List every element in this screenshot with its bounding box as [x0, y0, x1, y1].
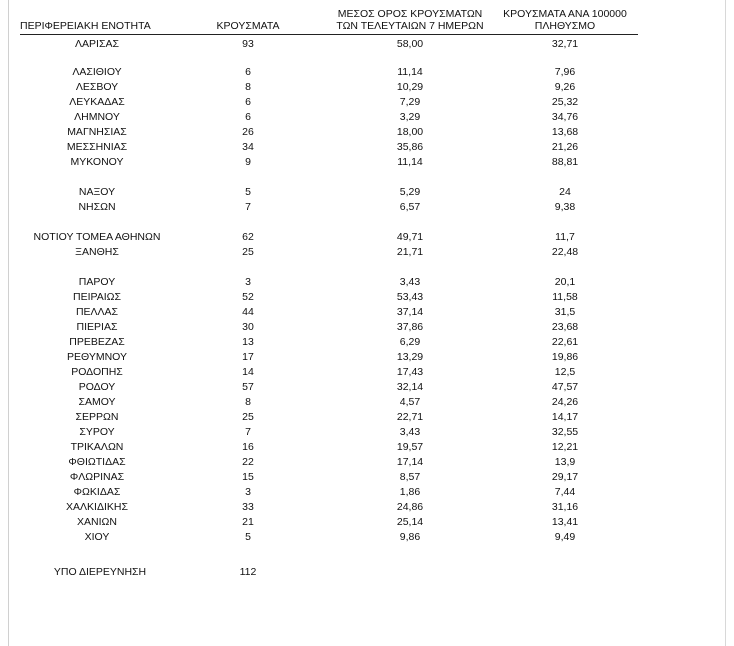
- cases-cell: 22: [242, 456, 254, 468]
- region-cell: ΧΑΝΙΩΝ: [77, 516, 117, 528]
- cases-cell: 17: [242, 351, 254, 363]
- average-cell: 3,43: [399, 426, 421, 438]
- region-cell: ΤΡΙΚΑΛΩΝ: [70, 441, 124, 453]
- region-cell: ΝΟΤΙΟΥ ΤΟΜΕΑ ΑΘΗΝΩΝ: [33, 231, 161, 243]
- cases-cell: 7: [245, 426, 251, 438]
- region-cell: ΛΕΣΒΟΥ: [75, 81, 119, 93]
- header-average-line2: ΤΩΝ ΤΕΛΕΥΤΑΙΩΝ 7 ΗΜΕΡΩΝ: [336, 20, 484, 32]
- average-cell: 9,86: [399, 531, 421, 543]
- cases-cell: 57: [242, 381, 254, 393]
- average-cell: 22,71: [396, 411, 424, 423]
- region-cell: ΠΕΙΡΑΙΩΣ: [73, 291, 121, 303]
- per-100000-cell: 25,32: [551, 96, 579, 108]
- region-cell: ΛΑΡΙΣΑΣ: [75, 38, 119, 50]
- cases-cell: 25: [242, 246, 254, 258]
- per-100000-cell: 13,9: [554, 456, 576, 468]
- per-100000-cell: 23,68: [551, 321, 579, 333]
- cases-cell: 7: [245, 201, 251, 213]
- header-average-line1: ΜΕΣΟΣ ΟΡΟΣ ΚΡΟΥΣΜΑΤΩΝ: [337, 8, 483, 20]
- page-border-right: [725, 0, 726, 646]
- region-cell: ΜΑΓΝΗΣΙΑΣ: [67, 126, 127, 138]
- region-cell: ΠΙΕΡΙΑΣ: [76, 321, 118, 333]
- per-100000-cell: 12,5: [554, 366, 576, 378]
- per-100000-cell: 9,49: [554, 531, 576, 543]
- per-100000-cell: 29,17: [551, 471, 579, 483]
- per-100000-cell: 19,86: [551, 351, 579, 363]
- per-100000-cell: 9,26: [554, 81, 576, 93]
- per-100000-cell: 20,1: [554, 276, 576, 288]
- cases-cell: 16: [242, 441, 254, 453]
- average-cell: 25,14: [396, 516, 424, 528]
- per-100000-cell: 11,58: [552, 291, 578, 303]
- region-cell: ΧΑΛΚΙΔΙΚΗΣ: [66, 501, 128, 513]
- region-cell: ΣΕΡΡΩΝ: [75, 411, 119, 423]
- cases-cell: 26: [242, 126, 254, 138]
- average-cell: 58,00: [396, 38, 424, 50]
- region-cell: ΡΟΔΟΥ: [78, 381, 116, 393]
- cases-cell: 5: [245, 531, 251, 543]
- average-cell: 1,86: [399, 486, 421, 498]
- cases-cell: 5: [245, 186, 251, 198]
- average-cell: 11,14: [397, 156, 423, 168]
- per-100000-cell: 24: [559, 186, 571, 198]
- header-average: [330, 8, 490, 32]
- region-cell: ΣΥΡΟΥ: [79, 426, 115, 438]
- average-cell: 6,57: [399, 201, 421, 213]
- per-100000-cell: 7,96: [554, 66, 576, 78]
- cases-cell: 33: [242, 501, 254, 513]
- region-cell: ΡΟΔΟΠΗΣ: [71, 366, 123, 378]
- per-100000-cell: 34,76: [551, 111, 579, 123]
- region-cell: ΛΕΥΚΑΔΑΣ: [69, 96, 125, 108]
- cases-cell: 93: [242, 38, 254, 50]
- cases-cell: 3: [245, 486, 251, 498]
- region-cell: ΦΩΚΙΔΑΣ: [73, 486, 121, 498]
- footer-label: ΥΠΟ ΔΙΕΡΕΥΝΗΣΗ: [53, 566, 147, 578]
- per-100000-cell: 32,55: [551, 426, 579, 438]
- region-cell: ΦΘΙΩΤΙΔΑΣ: [68, 456, 126, 468]
- region-cell: ΧΙΟΥ: [84, 531, 110, 543]
- region-cell: ΛΗΜΝΟΥ: [74, 111, 120, 123]
- average-cell: 6,29: [399, 336, 421, 348]
- cases-cell: 8: [245, 81, 251, 93]
- cases-cell: 9: [245, 156, 251, 168]
- per-100000-cell: 21,26: [551, 141, 579, 153]
- average-cell: 35,86: [396, 141, 424, 153]
- cases-cell: 3: [245, 276, 251, 288]
- cases-cell: 21: [242, 516, 254, 528]
- per-100000-cell: 9,38: [554, 201, 576, 213]
- average-cell: 18,00: [396, 126, 424, 138]
- per-100000-cell: 13,41: [551, 516, 579, 528]
- per-100000-cell: 13,68: [551, 126, 579, 138]
- cases-cell: 8: [245, 396, 251, 408]
- per-100000-cell: 11,7: [555, 231, 575, 243]
- average-cell: 53,43: [396, 291, 424, 303]
- per-100000-cell: 12,21: [551, 441, 579, 453]
- average-cell: 17,43: [396, 366, 424, 378]
- cases-cell: 62: [242, 231, 254, 243]
- per-100000-cell: 24,26: [551, 396, 579, 408]
- per-100000-cell: 32,71: [551, 38, 579, 50]
- average-cell: 37,86: [396, 321, 424, 333]
- per-100000-cell: 31,16: [551, 501, 579, 513]
- page-border-left: [8, 0, 9, 646]
- average-cell: 5,29: [399, 186, 421, 198]
- region-cell: ΛΑΣΙΘΙΟΥ: [72, 66, 122, 78]
- average-cell: 17,14: [396, 456, 424, 468]
- average-cell: 3,43: [399, 276, 421, 288]
- cases-cell: 44: [242, 306, 254, 318]
- average-cell: 3,29: [399, 111, 421, 123]
- region-cell: ΝΑΞΟΥ: [78, 186, 116, 198]
- cases-cell: 6: [245, 96, 251, 108]
- per-100000-cell: 22,48: [551, 246, 579, 258]
- average-cell: 21,71: [396, 246, 424, 258]
- average-cell: 24,86: [396, 501, 424, 513]
- per-100000-cell: 22,61: [551, 336, 579, 348]
- per-100000-cell: 14,17: [551, 411, 579, 423]
- cases-cell: 25: [242, 411, 254, 423]
- cases-cell: 30: [242, 321, 254, 333]
- header-region: ΠΕΡΙΦΕΡΕΙΑΚΗ ΕΝΟΤΗΤΑ: [20, 20, 151, 32]
- cases-cell: 6: [245, 66, 251, 78]
- average-cell: 11,14: [397, 66, 423, 78]
- header-per-100000: [490, 8, 640, 32]
- average-cell: 10,29: [396, 81, 424, 93]
- region-cell: ΣΑΜΟΥ: [78, 396, 116, 408]
- per-100000-cell: 47,57: [551, 381, 579, 393]
- per-100000-cell: 31,5: [554, 306, 576, 318]
- cases-cell: 52: [242, 291, 254, 303]
- region-cell: ΜΕΣΣΗΝΙΑΣ: [66, 141, 128, 153]
- region-cell: ΜΥΚΟΝΟΥ: [70, 156, 124, 168]
- header-underline: [20, 34, 638, 35]
- average-cell: 49,71: [396, 231, 424, 243]
- per-100000-cell: 88,81: [551, 156, 579, 168]
- region-cell: ΠΑΡΟΥ: [78, 276, 116, 288]
- header-per-line1: ΚΡΟΥΣΜΑΤΑ ΑΝΑ 100000: [503, 8, 627, 20]
- cases-cell: 6: [245, 111, 251, 123]
- header-cases: ΚΡΟΥΣΜΑΤΑ: [216, 20, 280, 32]
- per-100000-cell: 7,44: [554, 486, 576, 498]
- average-cell: 8,57: [399, 471, 421, 483]
- header-per-line2: ΠΛΗΘΥΣΜΟ: [534, 20, 596, 32]
- footer-value: 112: [239, 566, 257, 578]
- region-cell: ΠΡΕΒΕΖΑΣ: [69, 336, 125, 348]
- region-cell: ΠΕΛΛΑΣ: [75, 306, 119, 318]
- cases-cell: 34: [242, 141, 254, 153]
- average-cell: 19,57: [396, 441, 424, 453]
- average-cell: 32,14: [396, 381, 424, 393]
- average-cell: 13,29: [396, 351, 424, 363]
- average-cell: 37,14: [396, 306, 424, 318]
- cases-cell: 14: [242, 366, 254, 378]
- cases-cell: 15: [242, 471, 254, 483]
- cases-cell: 13: [242, 336, 254, 348]
- region-cell: ΞΑΝΘΗΣ: [75, 246, 119, 258]
- region-cell: ΡΕΘΥΜΝΟΥ: [66, 351, 127, 363]
- region-cell: ΝΗΣΩΝ: [78, 201, 116, 213]
- average-cell: 7,29: [399, 96, 421, 108]
- region-cell: ΦΛΩΡΙΝΑΣ: [69, 471, 125, 483]
- average-cell: 4,57: [399, 396, 421, 408]
